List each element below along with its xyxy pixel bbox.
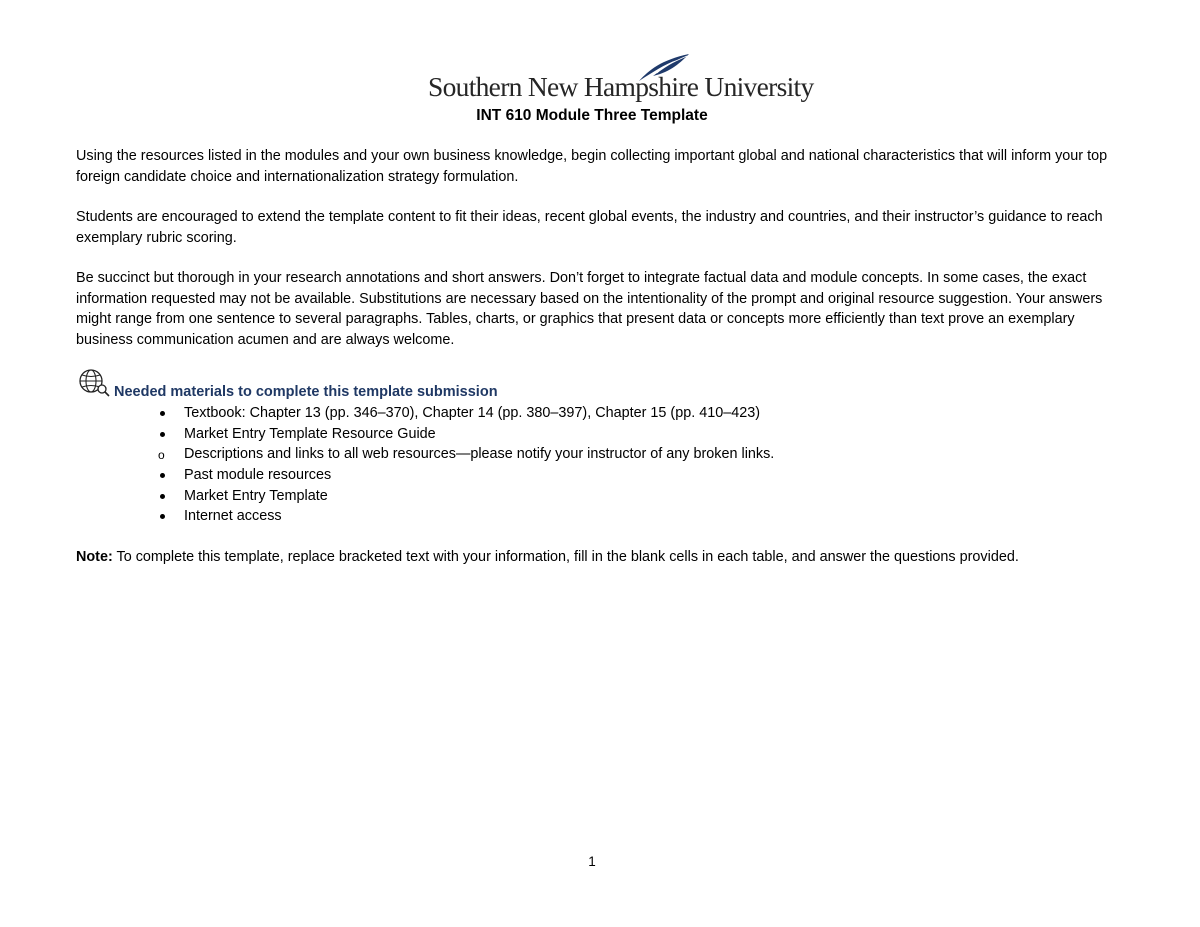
document-title: INT 610 Module Three Template (476, 107, 708, 124)
note-text: To complete this template, replace bracketed text with your information, fill in the blank cells in each table, and answer the questions provided. (112, 549, 1019, 565)
list-item-text: Descriptions and links to all web resources—please notify your instructor of any broken links. (184, 446, 775, 463)
list-item (150, 465, 774, 486)
list-item (150, 444, 774, 465)
list-item-text: Textbook: Chapter 13 (pp. 346–370), Chapter 14 (pp. 380–397), Chapter 15 (pp. 410–423) (184, 405, 761, 421)
materials-title: Needed materials to complete this template submission (114, 384, 498, 400)
list-item (150, 486, 774, 507)
list-item (150, 506, 774, 527)
list-item (150, 403, 774, 424)
materials-list (150, 403, 774, 527)
list-item-text: Market Entry Template (184, 487, 328, 504)
globe-search-icon (78, 368, 110, 398)
list-item-text: Past module resources (184, 467, 332, 484)
logo-text: Southern New Hampshire University (428, 71, 814, 102)
page-number: 1 (588, 854, 596, 869)
list-item-text: Market Entry Template Resource Guide (184, 425, 436, 442)
intro-paragraph-3: Be succinct but thorough in your research annotations and short answers. Don’t forget to integrate factual data and module concepts. In some cases, the exact information requested may not be available. Substitutions are necessary based on the intentionality of the prompt and original resource suggestion. Your answers might range from one sentence to several paragraphs. Tables, charts, or graphics that present data or concepts more efficiently than text prove an exemplary business communication acumen and are always welcome. (76, 270, 1103, 348)
intro-paragraph-1: Using the resources listed in the modules and your own business knowledge, begin collecting important global and national characteristics that will inform your top foreign candidate choice and internationalization strategy formulation. (76, 148, 1108, 185)
list-item (150, 424, 774, 445)
list-item-text: Internet access (184, 508, 282, 525)
note-paragraph (76, 547, 1156, 567)
snhu-logo (428, 52, 814, 104)
intro-paragraph-2: Students are encouraged to extend the template content to fit their ideas, recent global events, the industry and countries, and their instructor’s guidance to reach exemplary rubric scoring. (76, 209, 1103, 246)
note-label: Note: (76, 549, 113, 565)
